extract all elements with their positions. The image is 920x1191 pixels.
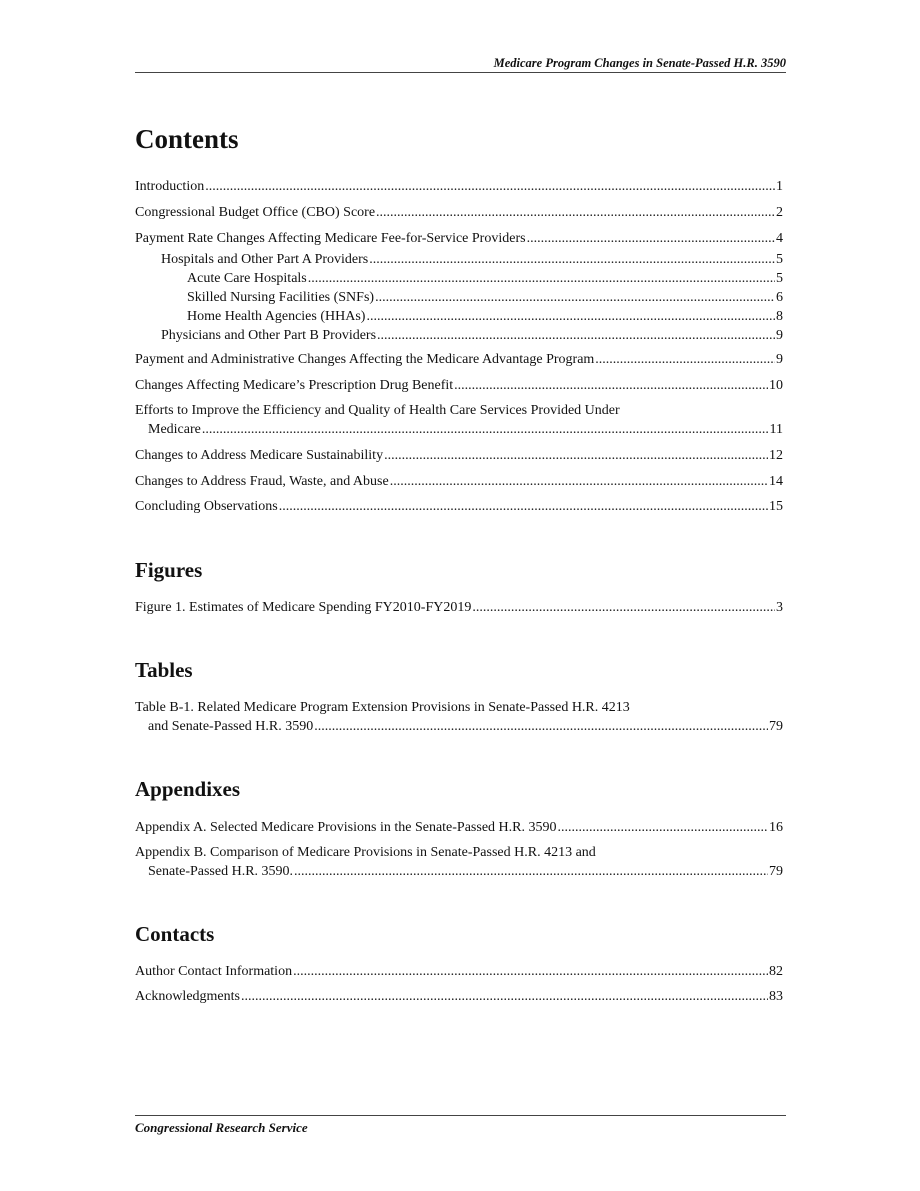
toc-entry-page: 16 [769, 820, 783, 835]
running-header: Medicare Program Changes in Senate-Passed H.R. 3590 [493, 56, 786, 70]
toc-entry-title: Appendix A. Selected Medicare Provisions in the Senate-Passed H.R. 3590 [135, 820, 557, 835]
toc-entry-title: Figure 1. Estimates of Medicare Spending FY2010-FY2019 [135, 600, 472, 615]
toc-entry-title: Payment Rate Changes Affecting Medicare Fee-for-Service Providers [135, 231, 526, 246]
toc-entry-title: Introduction [135, 179, 205, 194]
toc-entry-page: 79 [769, 864, 783, 879]
toc-entry[interactable] [135, 269, 783, 288]
toc-entry[interactable] [135, 843, 783, 881]
leader-dots [390, 472, 768, 491]
toc-entry[interactable] [135, 497, 783, 516]
toc-entry-title-line1: Appendix B. Comparison of Medicare Provisions in Senate-Passed H.R. 4213 and [135, 845, 596, 860]
toc-entry-title: Author Contact Information [135, 964, 293, 979]
toc-entry-title: Payment and Administrative Changes Affecting the Medicare Advantage Program [135, 352, 595, 367]
leader-dots [366, 307, 775, 326]
leader-dots [472, 598, 775, 617]
leader-dots [294, 862, 768, 881]
toc-entry-page: 15 [769, 499, 783, 514]
leader-dots [454, 376, 768, 395]
toc-entry[interactable] [135, 698, 783, 736]
toc-entry[interactable] [135, 962, 783, 981]
toc-entry-title: Acute Care Hospitals [187, 271, 307, 286]
toc-entry-page: 82 [769, 964, 783, 979]
toc-entry-page: 14 [769, 474, 783, 489]
toc-entry[interactable] [135, 376, 783, 395]
toc-entry-title: Concluding Observations [135, 499, 278, 514]
leader-dots [308, 269, 775, 288]
toc-entry-title: Hospitals and Other Part A Providers [161, 252, 369, 267]
leader-dots [205, 177, 775, 196]
header-rule [135, 72, 786, 73]
leader-dots [377, 326, 775, 345]
leader-dots [314, 717, 768, 736]
toc-entry-title: Congressional Budget Office (CBO) Score [135, 205, 376, 220]
toc-entry-page: 5 [776, 252, 783, 267]
leader-dots [595, 350, 775, 369]
leader-dots [293, 962, 768, 981]
toc-entry[interactable] [135, 598, 783, 617]
toc-entry-title: Changes Affecting Medicare’s Prescription Drug Benefit [135, 378, 454, 393]
toc-entry[interactable] [135, 250, 783, 269]
leader-dots [369, 250, 775, 269]
leader-dots [279, 497, 768, 516]
toc-entry[interactable] [135, 350, 783, 369]
toc-entry-title: Home Health Agencies (HHAs) [187, 309, 366, 324]
toc-entry-page: 4 [776, 231, 783, 246]
toc-entry-page: 12 [769, 448, 783, 463]
leader-dots [384, 446, 768, 465]
leader-dots [527, 229, 775, 248]
toc-entry[interactable] [135, 446, 783, 465]
toc-entry-page: 5 [776, 271, 783, 286]
leader-dots [557, 818, 768, 837]
tables-heading: Tables [135, 658, 193, 682]
leader-dots [202, 420, 769, 439]
leader-dots [375, 288, 775, 307]
toc-entry-title: Physicians and Other Part B Providers [161, 328, 377, 343]
toc-entry[interactable] [135, 288, 783, 307]
toc-entry-title: Skilled Nursing Facilities (SNFs) [187, 290, 375, 305]
toc-entry[interactable] [135, 818, 783, 837]
leader-dots [376, 203, 775, 222]
toc-entry[interactable] [135, 229, 783, 248]
toc-entry[interactable] [135, 326, 783, 345]
toc-entry-page: 9 [776, 352, 783, 367]
toc-entry-page: 11 [769, 422, 783, 437]
toc-entry-page: 6 [776, 290, 783, 305]
toc-entry-title: Changes to Address Medicare Sustainability [135, 448, 384, 463]
toc-entry[interactable] [135, 472, 783, 491]
toc-entry-title-line2: Senate-Passed H.R. 3590. [148, 864, 294, 879]
contacts-heading: Contacts [135, 922, 215, 946]
toc-entry[interactable] [135, 307, 783, 326]
toc-entry-title-line2: and Senate-Passed H.R. 3590 [148, 719, 314, 734]
toc-entry-page: 3 [776, 600, 783, 615]
toc-entry[interactable] [135, 401, 783, 439]
figures-heading: Figures [135, 558, 203, 582]
toc-entry[interactable] [135, 177, 783, 196]
toc-entry-page: 10 [769, 378, 783, 393]
toc-entry-title: Acknowledgments [135, 989, 240, 1004]
toc-entry-title-line2: Medicare [148, 422, 201, 437]
toc-entry-page: 8 [776, 309, 783, 324]
toc-entry-page: 2 [776, 205, 783, 220]
contents-heading: Contents [135, 124, 239, 154]
toc-entry-page: 79 [769, 719, 783, 734]
appendixes-heading: Appendixes [135, 777, 241, 801]
toc-entry-page: 1 [776, 179, 783, 194]
toc-entry[interactable] [135, 987, 783, 1006]
toc-entry-title-line1: Efforts to Improve the Efficiency and Quality of Health Care Services Provided Under [135, 403, 620, 418]
toc-entry[interactable] [135, 203, 783, 222]
running-footer: Congressional Research Service [135, 1120, 308, 1135]
toc-entry-title-line1: Table B-1. Related Medicare Program Extension Provisions in Senate-Passed H.R. 4213 [135, 700, 630, 715]
toc-entry-page: 9 [776, 328, 783, 343]
footer-rule [135, 1115, 786, 1116]
toc-entry-title: Changes to Address Fraud, Waste, and Abuse [135, 474, 389, 489]
toc-entry-page: 83 [769, 989, 783, 1004]
leader-dots [241, 987, 768, 1006]
